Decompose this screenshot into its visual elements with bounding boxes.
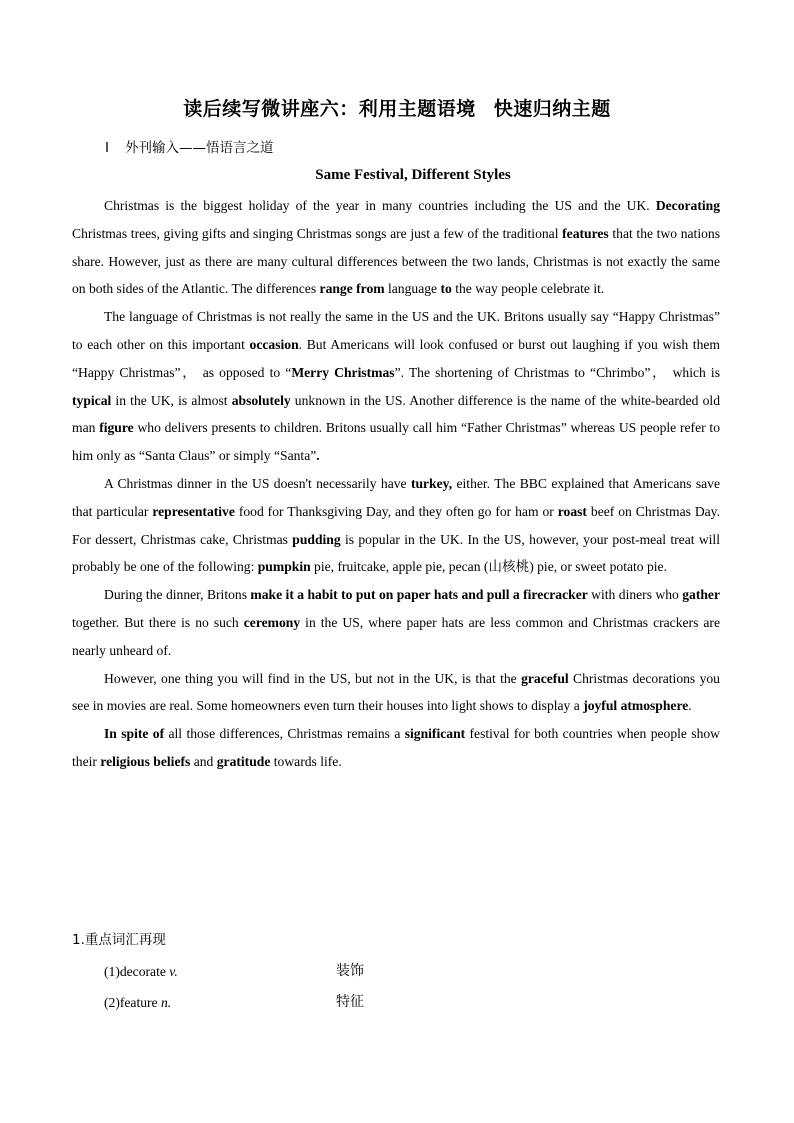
section-label: 外刊输入——悟语言之道 (124, 140, 274, 156)
section-number: Ⅰ (105, 140, 109, 155)
text-run: Christmas decorations you see in movies are real. Some homeowners even turn their houses into light shows to display a (72, 670, 720, 714)
key-phrase: Merry Christmas (291, 364, 395, 380)
text-run: and (190, 753, 217, 769)
text-run: language (384, 281, 441, 297)
text-run: Christmas trees, giving gifts and singing Christmas songs are just a few of the traditional (72, 225, 563, 241)
title-part-1: 读后续写微讲座六：利用主题语境 (183, 98, 476, 120)
text-run: However, one thing you will find in the US, but not in the UK, is that the (104, 670, 522, 686)
part-of-speech: v. (169, 964, 178, 979)
text-run: unknown in the US. Another difference is the name of the white-bearded old man (72, 392, 720, 436)
key-phrase: graceful (521, 670, 569, 686)
key-phrase: absolutely (231, 392, 291, 408)
key-phrase: gather (682, 587, 720, 603)
article-paragraph (72, 303, 720, 470)
term-word: (2)feature (104, 995, 158, 1010)
page-title (0, 94, 794, 121)
key-phrase: representative (152, 503, 235, 519)
article-paragraph (72, 720, 720, 776)
key-phrase: typical (72, 392, 112, 408)
term-word: (1)decorate (104, 964, 166, 979)
section-heading (105, 136, 273, 156)
key-phrase: turkey, (410, 475, 453, 491)
key-phrase: ceremony (243, 614, 301, 630)
vocabulary-section (72, 928, 720, 1018)
text-run: together. But there is no such (72, 614, 244, 630)
vocabulary-item (72, 956, 720, 987)
text-run: is popular in the UK. In the US, however, your post-meal treat will probably be one of the following: (72, 531, 720, 575)
text-run: all those differences, Christmas remains a (164, 726, 405, 742)
text-run: either. The BBC explained that Americans save that particular (72, 475, 720, 519)
text-run: ”. The shortening of Christmas to “Chrimbo”， which is (394, 364, 720, 380)
vocabulary-meaning: 装饰 (336, 963, 364, 979)
article-title: Same Festival, Different Styles (315, 167, 511, 183)
article-body (72, 192, 720, 776)
vocabulary-term (104, 987, 171, 1018)
key-phrase: gratitude (216, 753, 271, 769)
text-run: towards life. (270, 753, 342, 769)
article-paragraph (72, 665, 720, 721)
text-run: . (688, 698, 692, 714)
key-phrase: significant (404, 726, 466, 742)
key-phrase: range from (319, 281, 385, 297)
key-phrase: figure (99, 420, 134, 436)
vocabulary-item (72, 987, 720, 1018)
text-run: the way people celebrate it. (451, 281, 605, 297)
article-paragraph (72, 581, 720, 664)
text-run: . But Americans will look confused or burst out laughing if you wish them “Happy Christmas”， as opposed to “ (72, 336, 720, 380)
key-phrase: In spite of (104, 726, 165, 742)
key-phrase: occasion (249, 336, 299, 352)
key-phrase: Decorating (655, 198, 720, 213)
key-phrase: features (562, 225, 609, 241)
text-run: with diners who (587, 587, 683, 603)
text-run: food for Thanksgiving Day, and they often go for ham or (234, 503, 558, 519)
vocabulary-meaning: 特征 (336, 994, 364, 1010)
key-phrase: roast (557, 503, 587, 519)
vocabulary-term (104, 956, 178, 987)
text-run: The language of Christmas is not really the same in the US and the UK. Britons usually say “Happy Christmas” to each other on this important (72, 309, 720, 352)
key-phrase: . (316, 448, 320, 464)
key-phrase: make it a habit to put on paper hats and pull a firecracker (250, 587, 588, 603)
key-phrase: pudding (292, 531, 341, 547)
key-phrase: religious beliefs (100, 753, 191, 769)
key-phrase: pumpkin (257, 559, 311, 575)
text-run: beef on Christmas Day. For dessert, Christmas cake, Christmas (72, 503, 720, 547)
title-part-2: 快速归纳主题 (493, 98, 611, 120)
text-run: Christmas is the biggest holiday of the year in many countries including the US and the UK. (104, 198, 656, 213)
text-run: who delivers presents to children. Britons usually call him “Father Christmas” whereas US people refer to him only as “Santa Claus” or simply “Santa” (72, 420, 720, 464)
text-run: festival for both countries when people show their (72, 726, 720, 769)
text-run: During the dinner, Britons (104, 587, 251, 603)
key-phrase: to (440, 281, 452, 297)
text-run: A Christmas dinner in the US doesn't necessarily have (104, 475, 411, 491)
article-paragraph (72, 470, 720, 581)
part-of-speech: n. (161, 995, 172, 1010)
text-run: in the US, where paper hats are less common and Christmas crackers are nearly unheard of. (72, 614, 720, 658)
text-run: in the UK, is almost (111, 392, 232, 408)
text-run: pie, fruitcake, apple pie, pecan (山核桃) pie, or sweet potato pie. (310, 559, 667, 575)
article-paragraph (72, 192, 720, 303)
vocabulary-heading: 1.重点词汇再现 (72, 932, 166, 948)
key-phrase: joyful atmosphere (583, 698, 689, 714)
text-run: that the two nations share. However, just as there are many cultural differences between the two lands, Christmas is not exactly the same on both sides of the Atlantic. The differences (72, 225, 720, 297)
